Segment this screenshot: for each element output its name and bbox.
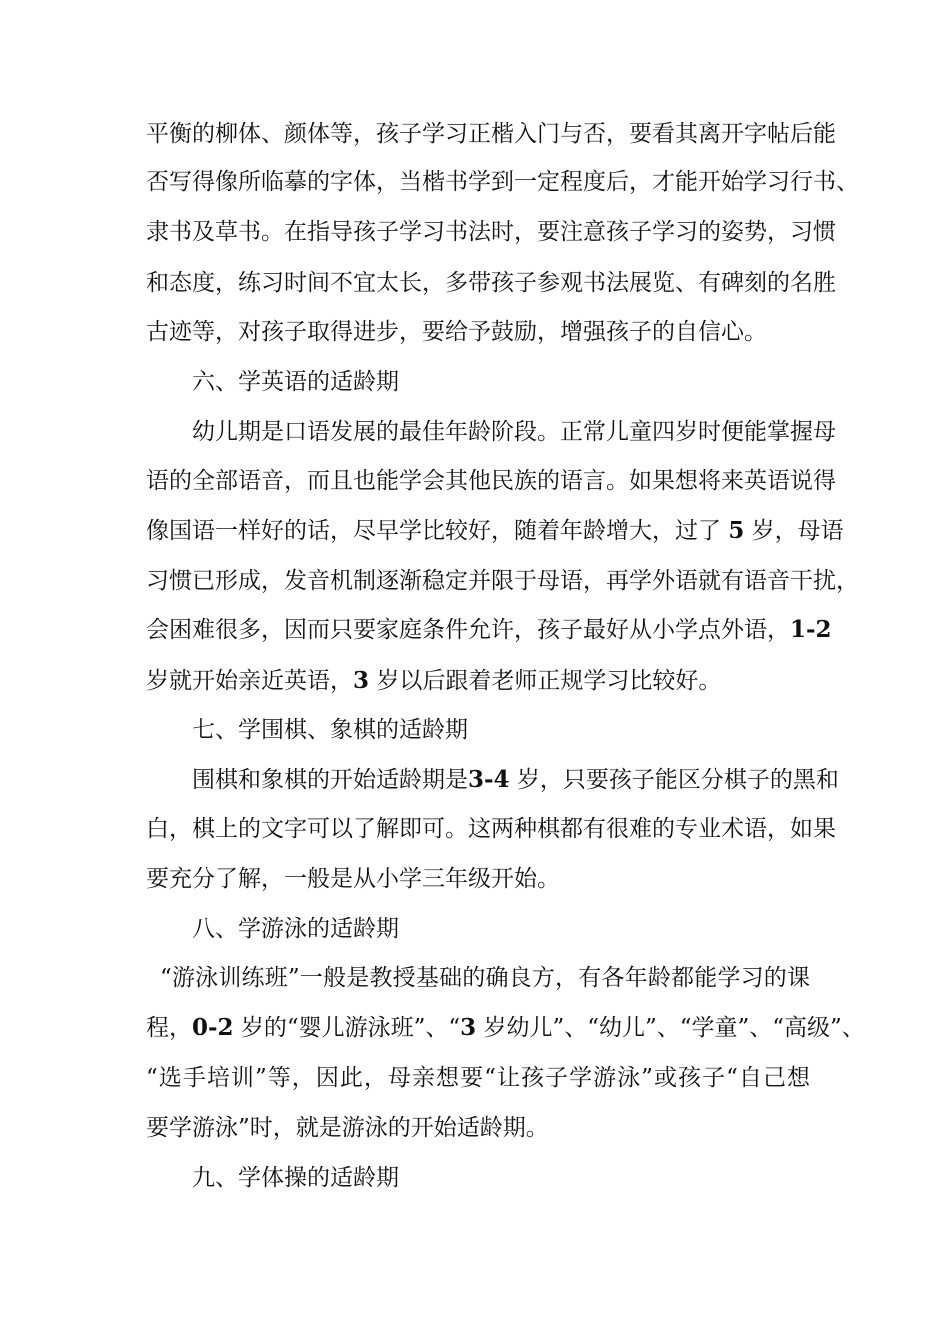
text-run: 围棋和象棋的开始适龄期是 (192, 767, 468, 793)
paragraph-line: 否写得像所临摹的字体，当楷书学到一定程度后，才能开始学习行书、 (146, 169, 859, 195)
section-heading-gymnastics: 九、学体操的适龄期 (192, 1165, 399, 1191)
paragraph-line: 幼儿期是口语发展的最佳年龄阶段。正常儿童四岁时便能掌握母 (192, 419, 836, 445)
text-run: 岁以后跟着老师正规学习比较好。 (376, 668, 722, 694)
paragraph-line: 白，棋上的文字可以了解即可。这两种棋都有很难的专业术语，如果 (146, 816, 836, 842)
text-run: 程， (146, 1015, 192, 1041)
paragraph-line (192, 760, 839, 800)
section-heading-swimming: 八、学游泳的适龄期 (192, 916, 399, 942)
section-heading-chess: 七、学围棋、象棋的适龄期 (192, 717, 468, 743)
paragraph-line (146, 511, 844, 551)
section-heading-english: 六、学英语的适龄期 (192, 369, 399, 395)
paragraph-line: 习惯已形成，发音机制逐渐稳定并限于母语，再学外语就有语音干扰， (146, 568, 859, 594)
bold-number: 3 (353, 667, 370, 694)
text-run: 像国语一样好的话，尽早学比较好，随着年龄增大，过了 (146, 518, 721, 544)
paragraph-line: 和态度，练习时间不宜太长，多带孩子参观书法展览、有碑刻的名胜 (146, 270, 836, 296)
text-run: 会困难很多，因而只要家庭条件允许，孩子最好从小学点外语， (146, 617, 790, 643)
bold-number: 1-2 (790, 616, 832, 643)
bold-number: 0-2 (192, 1014, 234, 1041)
paragraph-line: 语的全部语音，而且也能学会其他民族的语言。如果想将来英语说得 (146, 468, 836, 494)
paragraph-line (146, 1008, 865, 1048)
paragraph-line: 隶书及草书。在指导孩子学习书法时，要注意孩子学习的姿势，习惯 (146, 219, 836, 245)
paragraph-line: 平衡的柳体、颜体等，孩子学习正楷入门与否，要看其离开字帖后能 (146, 121, 836, 147)
bold-number: 3-4 (468, 766, 510, 793)
text-run: 岁幼儿”、“幼儿”、“学童”、“高级”、 (483, 1015, 865, 1041)
text-run: 岁就开始亲近英语， (146, 668, 353, 694)
paragraph-line: “选手培训”等，因此，母亲想要“让孩子学游泳”或孩子“自己想 (146, 1065, 810, 1091)
paragraph-line (146, 661, 810, 701)
text-run: 岁，只要孩子能区分棋子的黑和 (516, 767, 839, 793)
bold-number: 5 (728, 517, 745, 544)
bold-number: 3 (460, 1014, 477, 1041)
text-run: 岁的“婴儿游泳班”、“ (240, 1015, 461, 1041)
paragraph-line (146, 610, 832, 650)
text-run: 岁，母语 (751, 518, 844, 544)
paragraph-line: 要学游泳”时，就是游泳的开始适龄期。 (146, 1115, 549, 1141)
paragraph-line: 要充分了解，一般是从小学三年级开始。 (146, 866, 560, 892)
paragraph-line: 古迹等，对孩子取得进步，要给予鼓励，增强孩子的自信心。 (146, 319, 767, 345)
paragraph-line: “游泳训练班”一般是教授基础的确良方，有各年龄都能学习的课 (160, 965, 810, 991)
